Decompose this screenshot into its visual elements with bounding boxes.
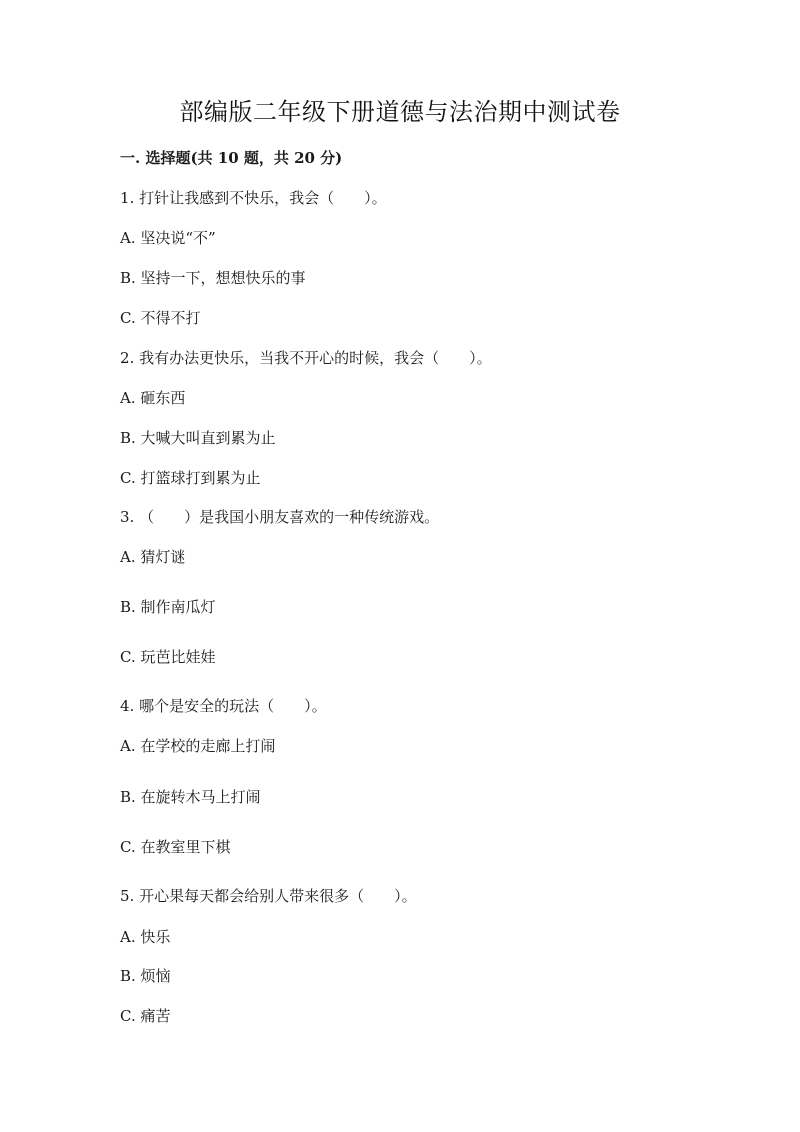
question-3-option-c: C. 玩芭比娃娃 [120,648,216,666]
question-4-option-c: C. 在教室里下棋 [120,838,231,856]
question-5-option-b: B. 烦恼 [120,967,171,985]
question-5-option-a: A. 快乐 [120,928,171,946]
question-2-option-c: C. 打篮球打到累为止 [120,469,261,487]
question-5-option-c: C. 痛苦 [120,1007,171,1025]
question-2-stem: 2. 我有办法更快乐，当我不开心的时候，我会（ ）。 [120,349,492,367]
question-1-stem: 1. 打针让我感到不快乐，我会（ ）。 [120,189,387,207]
question-3-stem: 3. （ ）是我国小朋友喜欢的一种传统游戏。 [120,508,440,526]
question-3-option-a: A. 猜灯谜 [120,548,186,566]
question-1-option-c: C. 不得不打 [120,309,201,327]
question-4-stem: 4. 哪个是安全的玩法（ ）。 [120,697,327,715]
question-2-option-a: A. 砸东西 [120,389,186,407]
question-1-option-a: A. 坚决说“不” [120,229,216,247]
question-4-option-a: A. 在学校的走廊上打闹 [120,737,276,755]
page-title: 部编版二年级下册道德与法治期中测试卷 [179,98,621,126]
question-2-option-b: B. 大喊大叫直到累为止 [120,429,276,447]
question-5-stem: 5. 开心果每天都会给别人带来很多（ ）。 [120,887,417,905]
question-4-option-b: B. 在旋转木马上打闹 [120,788,261,806]
question-1-option-b: B. 坚持一下，想想快乐的事 [120,269,306,287]
question-3-option-b: B. 制作南瓜灯 [120,598,216,616]
section-heading: 一. 选择题(共 10 题，共 20 分) [120,149,343,167]
